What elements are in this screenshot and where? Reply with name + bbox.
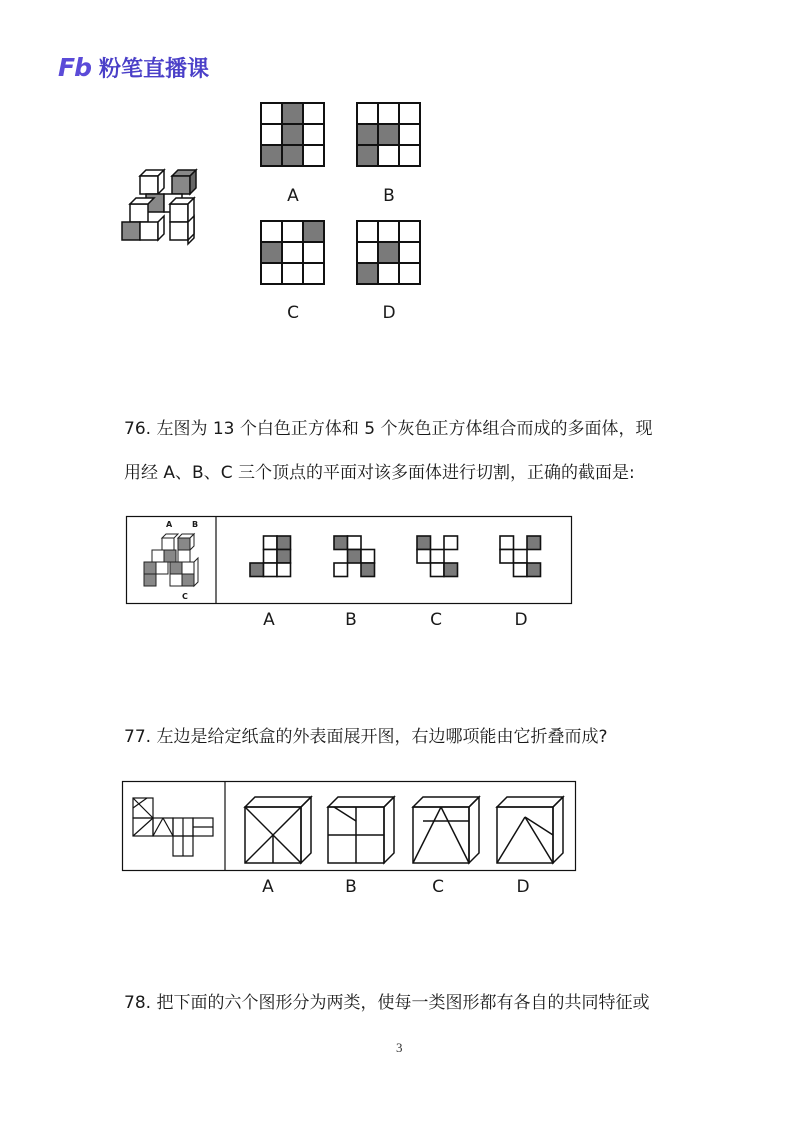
prev-option-label-b: B: [383, 186, 395, 206]
prev-option-label-a: A: [287, 186, 299, 206]
cube-side-face: [553, 797, 563, 863]
cube-side-face: [384, 797, 394, 863]
q77-cube-c: [413, 797, 479, 863]
cube-face-line: [497, 817, 525, 863]
q78-text-line1: 78. 把下面的六个图形分为两类，使每一类图形都有各自的共同特征或: [124, 993, 650, 1013]
cube-top-face: [413, 797, 479, 807]
q77-text-line1: 77. 左边是给定纸盒的外表面展开图，右边哪项能由它折叠而成?: [124, 727, 608, 747]
cube-face-line: [525, 817, 553, 835]
q77-option-label-a: A: [262, 877, 274, 897]
prev-option-label-c: C: [287, 303, 299, 323]
cube-top-face: [497, 797, 563, 807]
cube-top-face: [245, 797, 311, 807]
prev-option-label-d: D: [382, 303, 396, 323]
q76-option-label-d: D: [514, 610, 528, 630]
cube-face-line: [441, 807, 469, 863]
q76-figure-vertex-c: C: [182, 592, 188, 601]
cube-front-face: [497, 807, 553, 863]
q76-text-line2: 用经 A、B、C 三个顶点的平面对该多面体进行切割，正确的截面是:: [124, 463, 635, 483]
q76-text-line1: 76. 左图为 13 个白色正方体和 5 个灰色正方体组合而成的多面体，现: [124, 419, 653, 439]
q76-figure-vertex-b: B: [192, 520, 199, 529]
q76-option-label-b: B: [345, 610, 357, 630]
q77-cube-a: [245, 797, 311, 863]
cube-front-face: [413, 807, 469, 863]
q76-option-label-a: A: [263, 610, 275, 630]
cube-top-face: [328, 797, 394, 807]
q77-cube-d: [497, 797, 563, 863]
q77-option-label-c: C: [432, 877, 444, 897]
q77-cube-b: [328, 797, 394, 863]
cube-side-face: [469, 797, 479, 863]
cube-face-line: [413, 807, 441, 863]
cube-side-face: [301, 797, 311, 863]
q77-option-label-d: D: [516, 877, 530, 897]
page-number: 3: [396, 1040, 403, 1055]
logo-mark: Fb: [58, 52, 91, 82]
cube-face-line: [334, 807, 356, 821]
q76-option-label-c: C: [430, 610, 442, 630]
cube-face-line: [525, 817, 553, 863]
logo-text: 粉笔直播课: [98, 56, 209, 82]
q76-figure-vertex-a: A: [166, 520, 173, 529]
q77-option-label-b: B: [345, 877, 357, 897]
